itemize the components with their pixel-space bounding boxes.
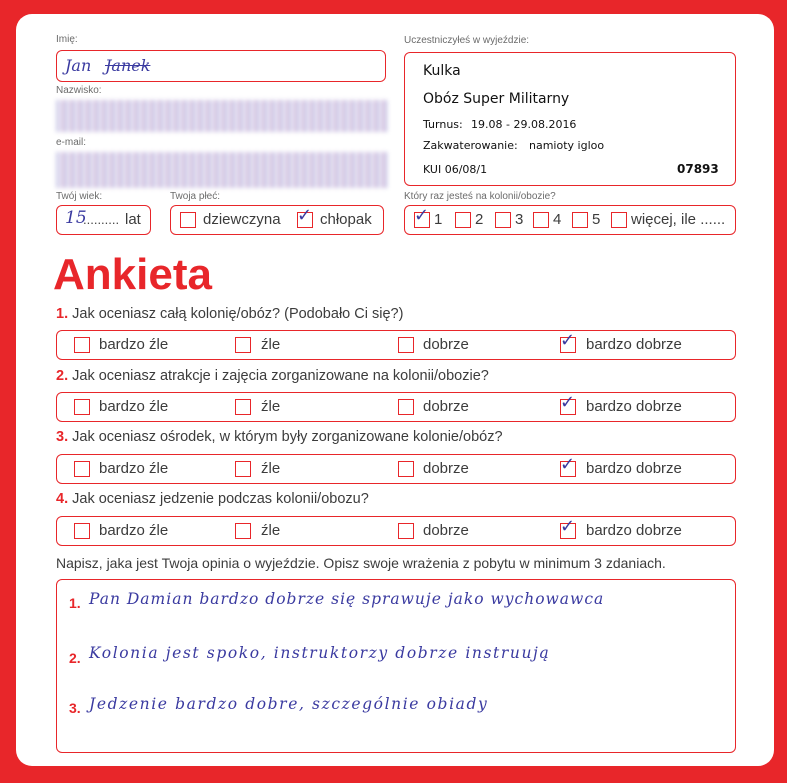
times-3-label: 3 xyxy=(515,211,524,228)
opinion-box[interactable] xyxy=(56,579,736,753)
q4-bad-checkbox[interactable] xyxy=(235,523,251,539)
question-1: 1. Jak oceniasz całą kolonię/obóz? (Podobało Ci się?) xyxy=(56,306,404,322)
survey-sheet xyxy=(16,14,774,766)
times-2-label: 2 xyxy=(475,211,484,228)
check-mark-icon: ✓ xyxy=(560,392,576,413)
opinion-line-2: Kolonia jest spoko, instruktorzy dobrze instruują xyxy=(89,644,551,662)
trip-code: KUI 06/08/1 xyxy=(423,163,488,176)
check-mark-icon: ✓ xyxy=(560,516,576,537)
opinion-prompt: Napisz, jaka jest Twoja opinia o wyjeździe. Opisz swoje wrażenia z pobytu w minimum 3 zdaniach. xyxy=(56,555,666,571)
first-name-field[interactable] xyxy=(56,50,386,82)
age-dots: .......... xyxy=(83,212,120,227)
q1-bad-checkbox[interactable] xyxy=(235,337,251,353)
turnus-value: 19.08 - 29.08.2016 xyxy=(471,118,577,131)
surname-label: Nazwisko: xyxy=(56,85,102,96)
times-4-label: 4 xyxy=(553,211,562,228)
opinion-line-3-num: 3. xyxy=(69,700,81,716)
first-name-crossed: Janek xyxy=(105,56,151,75)
question-4: 4. Jak oceniasz jedzenie podczas kolonii/obozu? xyxy=(56,491,369,507)
q1-very-bad-label: bardzo źle xyxy=(99,336,169,353)
lodging-value: namioty igloo xyxy=(529,139,605,152)
opinion-line-3: Jedzenie bardzo dobre, szczególnie obiady xyxy=(89,695,489,713)
times-5-label: 5 xyxy=(592,211,601,228)
q2-very-good-checkbox[interactable] xyxy=(560,392,576,415)
q2-bad-label: źle xyxy=(261,398,281,415)
q3-very-good-label: bardzo dobrze xyxy=(586,460,682,477)
trip-number: 07893 xyxy=(677,162,719,176)
first-name-label: Imię: xyxy=(56,34,78,45)
q4-good-checkbox[interactable] xyxy=(398,523,414,539)
trip-name: Kulka xyxy=(423,63,461,79)
q2-bad-checkbox[interactable] xyxy=(235,399,251,415)
age-value: 15 xyxy=(65,208,87,228)
gender-label: Twoja płeć: xyxy=(170,191,221,202)
times-4-checkbox[interactable] xyxy=(533,212,549,228)
times-1-checkbox[interactable] xyxy=(414,205,430,228)
times-field xyxy=(404,205,736,235)
opinion-line-1: Pan Damian bardzo dobrze się sprawuje jako wychowawca xyxy=(89,590,605,608)
q1-very-bad-checkbox[interactable] xyxy=(74,337,90,353)
q4-very-bad-checkbox[interactable] xyxy=(74,523,90,539)
trip-camp: Obóz Super Militarny xyxy=(423,91,570,107)
q2-very-good-label: bardzo dobrze xyxy=(586,398,682,415)
times-5-checkbox[interactable] xyxy=(572,212,588,228)
opinion-line-2-num: 2. xyxy=(69,650,81,666)
trip-info-box xyxy=(404,52,736,186)
check-mark-icon: ✓ xyxy=(414,205,430,226)
q1-good-label: dobrze xyxy=(423,336,469,353)
check-mark-icon: ✓ xyxy=(560,454,576,475)
q1-good-checkbox[interactable] xyxy=(398,337,414,353)
q4-bad-label: źle xyxy=(261,522,281,539)
trip-label: Uczestniczyłeś w wyjeździe: xyxy=(404,35,530,46)
q4-very-good-label: bardzo dobrze xyxy=(586,522,682,539)
surname-redacted xyxy=(56,100,388,132)
gender-field xyxy=(170,205,384,235)
question-2-answers xyxy=(56,392,736,422)
q4-very-bad-label: bardzo źle xyxy=(99,522,169,539)
q3-good-checkbox[interactable] xyxy=(398,461,414,477)
question-4-answers xyxy=(56,516,736,546)
opinion-line-1-num: 1. xyxy=(69,595,81,611)
q2-good-label: dobrze xyxy=(423,398,469,415)
question-3: 3. Jak oceniasz ośrodek, w którym były zorganizowane kolonie/obóz? xyxy=(56,429,503,445)
email-redacted xyxy=(56,152,388,188)
question-3-answers xyxy=(56,454,736,484)
turnus-label: Turnus: xyxy=(423,118,463,131)
q3-very-bad-label: bardzo źle xyxy=(99,460,169,477)
survey-title: Ankieta xyxy=(53,250,212,299)
age-field[interactable] xyxy=(56,205,151,235)
times-2-checkbox[interactable] xyxy=(455,212,471,228)
q2-good-checkbox[interactable] xyxy=(398,399,414,415)
q1-bad-label: źle xyxy=(261,336,281,353)
first-name-value: Jan xyxy=(65,56,92,75)
times-1-label: 1 xyxy=(434,211,443,228)
times-more-label: więcej, ile ...... xyxy=(631,211,726,228)
times-3-checkbox[interactable] xyxy=(495,212,511,228)
q3-good-label: dobrze xyxy=(423,460,469,477)
times-label: Który raz jesteś na kolonii/obozie? xyxy=(404,191,556,202)
lodging-label: Zakwaterowanie: xyxy=(423,139,518,152)
gender-girl-label: dziewczyna xyxy=(203,211,281,228)
age-label: Twój wiek: xyxy=(56,191,103,202)
gender-boy-checkbox[interactable] xyxy=(297,205,313,228)
q3-bad-checkbox[interactable] xyxy=(235,461,251,477)
q2-very-bad-checkbox[interactable] xyxy=(74,399,90,415)
gender-boy-label: chłopak xyxy=(320,211,372,228)
q4-good-label: dobrze xyxy=(423,522,469,539)
email-label: e-mail: xyxy=(56,137,87,148)
q3-very-bad-checkbox[interactable] xyxy=(74,461,90,477)
q1-very-good-checkbox[interactable] xyxy=(560,330,576,353)
check-mark-icon: ✓ xyxy=(560,330,576,351)
check-mark-icon: ✓ xyxy=(297,205,313,226)
q3-bad-label: źle xyxy=(261,460,281,477)
age-unit: lat xyxy=(125,211,141,228)
q1-very-good-label: bardzo dobrze xyxy=(586,336,682,353)
times-more-checkbox[interactable] xyxy=(611,212,627,228)
q4-very-good-checkbox[interactable] xyxy=(560,516,576,539)
question-1-answers xyxy=(56,330,736,360)
q2-very-bad-label: bardzo źle xyxy=(99,398,169,415)
question-2: 2. Jak oceniasz atrakcje i zajęcia zorganizowane na kolonii/obozie? xyxy=(56,368,489,384)
q3-very-good-checkbox[interactable] xyxy=(560,454,576,477)
gender-girl-checkbox[interactable] xyxy=(180,212,196,228)
